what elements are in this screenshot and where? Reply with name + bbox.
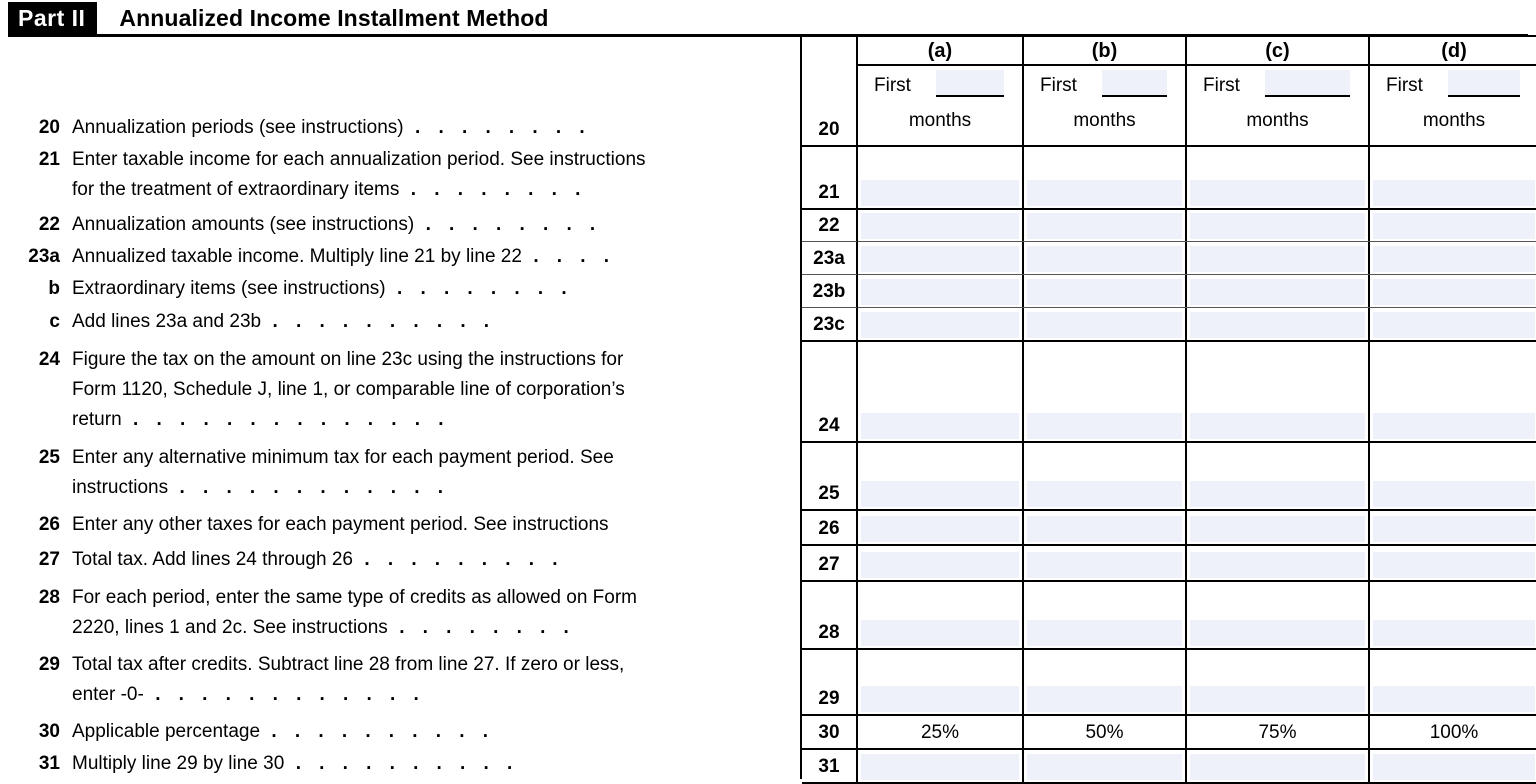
amount-input-29-c[interactable] bbox=[1190, 686, 1365, 712]
grid-line-number-label: 29 bbox=[818, 688, 840, 709]
grid-line-number-21 bbox=[802, 147, 858, 210]
part-header-bar bbox=[8, 2, 1528, 37]
dot-leader: . . . . . . . . bbox=[410, 179, 587, 200]
amount-row-23c bbox=[858, 308, 1536, 342]
amount-cell-28-c[interactable] bbox=[1187, 582, 1370, 648]
dot-leader: . . . . bbox=[533, 246, 616, 267]
amount-cell-23b-a[interactable] bbox=[858, 275, 1024, 307]
dot-leader: . . . . . . . . bbox=[415, 117, 592, 138]
grid-line-number-27 bbox=[802, 546, 858, 582]
form-line-26 bbox=[0, 510, 800, 540]
amount-value-30-c: 75% bbox=[1258, 722, 1297, 743]
amount-cell-24-a[interactable] bbox=[858, 342, 1024, 441]
amount-cell-23b-c[interactable] bbox=[1187, 275, 1370, 307]
first-label: First bbox=[1203, 75, 1240, 96]
grid-line-number-label: 24 bbox=[818, 415, 840, 436]
months-input-3[interactable] bbox=[1448, 70, 1520, 97]
line-description-22 bbox=[72, 210, 800, 240]
grid-line-number-22 bbox=[802, 210, 858, 242]
amount-cell-24-d[interactable] bbox=[1370, 342, 1536, 441]
amount-cell-31-b[interactable] bbox=[1024, 750, 1187, 782]
amount-cell-23b-d[interactable] bbox=[1370, 275, 1536, 307]
amount-value-30-a: 25% bbox=[920, 722, 960, 743]
description-text: Figure the tax on the amount on line 23c using the instructions for bbox=[72, 349, 624, 370]
amount-input-22-b[interactable] bbox=[1027, 213, 1182, 239]
amount-input-24-b[interactable] bbox=[1027, 413, 1182, 439]
amount-cell-27-c[interactable] bbox=[1187, 546, 1370, 580]
line-number-23c: c bbox=[49, 311, 60, 332]
line-descriptions-column bbox=[0, 35, 800, 779]
amount-cell-31-c[interactable] bbox=[1187, 750, 1370, 782]
amount-cell-29-a[interactable] bbox=[858, 650, 1024, 714]
amount-cell-31-d[interactable] bbox=[1370, 750, 1536, 782]
description-text: Applicable percentage bbox=[72, 721, 261, 742]
amount-cell-30-d[interactable] bbox=[1370, 716, 1536, 748]
description-text: return bbox=[72, 409, 122, 430]
form-line-30 bbox=[0, 717, 800, 747]
column-header-a bbox=[858, 37, 1024, 147]
amount-cell-26-a[interactable] bbox=[858, 511, 1024, 544]
line-number-27: 27 bbox=[38, 549, 60, 570]
amounts-grid bbox=[800, 35, 1536, 779]
amount-input-26-d[interactable] bbox=[1373, 516, 1535, 542]
annualization-period-entry-0[interactable] bbox=[858, 66, 1022, 106]
column-letter: (a) bbox=[858, 37, 1022, 66]
form-line-20 bbox=[0, 113, 800, 143]
amount-cell-30-b[interactable] bbox=[1024, 716, 1187, 748]
form-body bbox=[0, 35, 1536, 779]
grid-line-number-25 bbox=[802, 443, 858, 511]
amount-input-23b-c[interactable] bbox=[1190, 279, 1365, 305]
months-unit-label: months bbox=[1073, 110, 1136, 131]
amount-input-23b-d[interactable] bbox=[1373, 279, 1535, 305]
form-line-28 bbox=[0, 583, 800, 643]
description-text: Add lines 23a and 23b bbox=[72, 311, 262, 332]
amount-row-23a bbox=[858, 242, 1536, 275]
grid-line-number-24 bbox=[802, 342, 858, 443]
line-number-26: 26 bbox=[38, 514, 60, 535]
amount-input-31-b[interactable] bbox=[1027, 754, 1182, 780]
form-line-21 bbox=[0, 145, 800, 205]
amount-input-26-c[interactable] bbox=[1190, 516, 1365, 542]
column-header-c bbox=[1187, 37, 1370, 147]
amount-row-27 bbox=[858, 546, 1536, 582]
line-number-25: 25 bbox=[38, 447, 60, 468]
part-number-badge: Part II bbox=[8, 2, 97, 34]
amount-input-25-d[interactable] bbox=[1373, 481, 1535, 507]
amount-cell-23a-d[interactable] bbox=[1370, 242, 1536, 274]
amount-input-29-b[interactable] bbox=[1027, 686, 1182, 712]
amount-input-28-d[interactable] bbox=[1373, 620, 1535, 646]
grid-line-number-28 bbox=[802, 582, 858, 650]
column-headers-row bbox=[858, 37, 1536, 147]
amount-cell-26-c[interactable] bbox=[1187, 511, 1370, 544]
line-description-25 bbox=[72, 443, 800, 503]
amount-cell-23c-a[interactable] bbox=[858, 308, 1024, 340]
amount-row-28 bbox=[858, 582, 1536, 650]
amount-input-28-c[interactable] bbox=[1190, 620, 1365, 646]
description-text: Multiply line 29 by line 30 bbox=[72, 753, 285, 774]
amount-input-22-a[interactable] bbox=[861, 213, 1019, 239]
grid-line-number-26 bbox=[802, 511, 858, 546]
months-unit-label: months bbox=[908, 110, 972, 131]
dot-leader: . . . . . . . . . bbox=[364, 549, 564, 570]
dot-leader: . . . . . . . . . . . . bbox=[179, 477, 450, 498]
amount-cell-28-b[interactable] bbox=[1024, 582, 1187, 648]
amount-input-23a-a[interactable] bbox=[861, 246, 1019, 272]
amount-cell-23a-b[interactable] bbox=[1024, 242, 1187, 274]
dot-leader: . . . . . . . . . . bbox=[272, 311, 496, 332]
amount-cell-23a-c[interactable] bbox=[1187, 242, 1370, 274]
amount-input-27-c[interactable] bbox=[1190, 552, 1365, 578]
line-number-21: 21 bbox=[38, 149, 60, 170]
amount-input-23b-a[interactable] bbox=[861, 279, 1019, 305]
dot-leader: . . . . . . . . bbox=[399, 617, 576, 638]
amount-cell-21-b[interactable] bbox=[1024, 147, 1187, 208]
amount-input-26-a[interactable] bbox=[861, 516, 1019, 542]
grid-line-number-20 bbox=[802, 37, 858, 147]
description-text: Extraordinary items (see instructions) bbox=[72, 278, 386, 299]
amount-input-23c-c[interactable] bbox=[1190, 312, 1365, 338]
line-number-31: 31 bbox=[38, 753, 60, 774]
months-unit-label: months bbox=[1246, 110, 1309, 131]
amount-cell-23c-b[interactable] bbox=[1024, 308, 1187, 340]
amount-cell-31-a[interactable] bbox=[858, 750, 1024, 782]
description-text: Enter any other taxes for each payment period. See instructions bbox=[72, 514, 609, 535]
form-line-23c bbox=[0, 307, 800, 337]
amount-cell-22-c[interactable] bbox=[1187, 210, 1370, 241]
form-line-31 bbox=[0, 749, 800, 779]
column-letter: (d) bbox=[1370, 37, 1536, 66]
column-header-d bbox=[1370, 37, 1536, 147]
grid-line-number-23b bbox=[802, 275, 858, 308]
months-input-0[interactable] bbox=[936, 70, 1004, 97]
line-number-28: 28 bbox=[38, 587, 60, 608]
amount-row-23b bbox=[858, 275, 1536, 308]
amount-cell-27-d[interactable] bbox=[1370, 546, 1536, 580]
description-text: Annualization amounts (see instructions) bbox=[72, 214, 415, 235]
line-description-26 bbox=[72, 510, 800, 540]
amount-input-23c-d[interactable] bbox=[1373, 312, 1535, 338]
amount-input-23b-b[interactable] bbox=[1027, 279, 1182, 305]
line-description-23a bbox=[72, 242, 800, 272]
description-text: 2220, lines 1 and 2c. See instructions bbox=[72, 617, 388, 638]
amount-input-28-a[interactable] bbox=[861, 620, 1019, 646]
grid-line-number-label: 28 bbox=[818, 622, 840, 643]
form-line-25 bbox=[0, 443, 800, 503]
grid-line-number-29 bbox=[802, 650, 858, 716]
line-number-23b: b bbox=[48, 278, 60, 299]
description-text: For each period, enter the same type of credits as allowed on Form bbox=[72, 587, 637, 608]
grid-line-number-label: 25 bbox=[818, 483, 840, 504]
grid-line-number-30 bbox=[802, 716, 858, 750]
line-description-23c bbox=[72, 307, 800, 337]
grid-line-number-label: 23a bbox=[813, 248, 845, 269]
months-input-1[interactable] bbox=[1102, 70, 1167, 97]
annualization-period-entry-1[interactable] bbox=[1024, 66, 1185, 106]
amount-input-21-a[interactable] bbox=[861, 180, 1019, 206]
part-title: Annualized Income Installment Method bbox=[119, 4, 549, 31]
amount-row-29 bbox=[858, 650, 1536, 716]
amount-cell-27-b[interactable] bbox=[1024, 546, 1187, 580]
line-description-31 bbox=[72, 749, 800, 779]
description-text: Annualized taxable income. Multiply line 21 by line 22 bbox=[72, 246, 522, 267]
form-line-24 bbox=[0, 345, 800, 435]
amount-cell-25-b[interactable] bbox=[1024, 443, 1187, 509]
amount-cell-21-c[interactable] bbox=[1187, 147, 1370, 208]
grid-line-number-label: 22 bbox=[818, 215, 840, 236]
amount-input-27-a[interactable] bbox=[861, 552, 1019, 578]
amount-input-25-b[interactable] bbox=[1027, 481, 1182, 507]
line-description-29 bbox=[72, 650, 800, 710]
description-text: Annualization periods (see instructions) bbox=[72, 117, 404, 138]
grid-line-number-label: 21 bbox=[818, 182, 840, 203]
line-number-29: 29 bbox=[38, 654, 60, 675]
first-label: First bbox=[1386, 75, 1423, 96]
amount-cell-23c-d[interactable] bbox=[1370, 308, 1536, 340]
line-description-21 bbox=[72, 145, 800, 205]
months-unit-label: months bbox=[1422, 110, 1486, 131]
dot-leader: . . . . . . . . . . bbox=[295, 753, 519, 774]
amount-cell-25-d[interactable] bbox=[1370, 443, 1536, 509]
form-line-22 bbox=[0, 210, 800, 240]
amount-input-31-d[interactable] bbox=[1373, 754, 1535, 780]
amount-input-27-b[interactable] bbox=[1027, 552, 1182, 578]
grid-line-number-label: 20 bbox=[818, 119, 840, 140]
amount-cell-27-a[interactable] bbox=[858, 546, 1024, 580]
amount-input-26-b[interactable] bbox=[1027, 516, 1182, 542]
description-text: Total tax after credits. Subtract line 28 from line 27. If zero or less, bbox=[72, 654, 625, 675]
amount-value-30-d: 100% bbox=[1429, 722, 1479, 743]
amount-input-22-d[interactable] bbox=[1373, 213, 1535, 239]
first-label: First bbox=[1040, 75, 1077, 96]
column-letter: (c) bbox=[1187, 37, 1368, 66]
amount-input-23a-c[interactable] bbox=[1190, 246, 1365, 272]
amount-cell-28-d[interactable] bbox=[1370, 582, 1536, 648]
amount-input-25-a[interactable] bbox=[861, 481, 1019, 507]
amount-input-25-c[interactable] bbox=[1190, 481, 1365, 507]
amount-cell-29-c[interactable] bbox=[1187, 650, 1370, 714]
grid-line-number-label: 31 bbox=[818, 756, 840, 777]
amount-cell-29-d[interactable] bbox=[1370, 650, 1536, 714]
annualization-period-entry-2[interactable] bbox=[1187, 66, 1368, 106]
amount-input-24-d[interactable] bbox=[1373, 413, 1535, 439]
form-line-23a bbox=[0, 242, 800, 272]
amount-cell-24-c[interactable] bbox=[1187, 342, 1370, 441]
amount-input-29-a[interactable] bbox=[861, 686, 1019, 712]
amount-input-22-c[interactable] bbox=[1190, 213, 1365, 239]
line-description-24 bbox=[72, 345, 800, 435]
amount-row-21 bbox=[858, 147, 1536, 210]
amount-row-24 bbox=[858, 342, 1536, 443]
grid-line-number-label: 23b bbox=[812, 281, 846, 302]
form-line-27 bbox=[0, 545, 800, 575]
amount-cell-29-b[interactable] bbox=[1024, 650, 1187, 714]
line-number-30: 30 bbox=[38, 721, 60, 742]
line-description-30 bbox=[72, 717, 800, 747]
months-input-2[interactable] bbox=[1265, 70, 1350, 97]
description-text: Enter any alternative minimum tax for each payment period. See bbox=[72, 447, 614, 468]
amount-input-21-c[interactable] bbox=[1190, 180, 1365, 206]
amount-input-21-d[interactable] bbox=[1373, 180, 1535, 206]
amount-input-24-c[interactable] bbox=[1190, 413, 1365, 439]
line-number-24: 24 bbox=[38, 349, 60, 370]
dot-leader: . . . . . . . . . . . . . . bbox=[133, 409, 450, 430]
amount-cell-26-d[interactable] bbox=[1370, 511, 1536, 544]
amount-cell-21-d[interactable] bbox=[1370, 147, 1536, 208]
amount-row-25 bbox=[858, 443, 1536, 511]
amount-value-30-b: 50% bbox=[1085, 722, 1124, 743]
line-number-22: 22 bbox=[38, 214, 60, 235]
amount-cell-24-b[interactable] bbox=[1024, 342, 1187, 441]
amount-input-24-a[interactable] bbox=[861, 413, 1019, 439]
amount-row-26 bbox=[858, 511, 1536, 546]
amount-input-23a-d[interactable] bbox=[1373, 246, 1535, 272]
description-text: instructions bbox=[72, 477, 169, 498]
line-number-20: 20 bbox=[38, 117, 60, 138]
amount-cell-26-b[interactable] bbox=[1024, 511, 1187, 544]
amount-cell-28-a[interactable] bbox=[858, 582, 1024, 648]
dot-leader: . . . . . . . . . . bbox=[271, 721, 495, 742]
amount-cell-25-a[interactable] bbox=[858, 443, 1024, 509]
amount-cell-22-b[interactable] bbox=[1024, 210, 1187, 241]
amount-row-22 bbox=[858, 210, 1536, 242]
grid-line-number-23a bbox=[802, 242, 858, 275]
line-description-28 bbox=[72, 583, 800, 643]
amount-input-21-b[interactable] bbox=[1027, 180, 1182, 206]
grid-line-number-label: 26 bbox=[818, 518, 840, 539]
dot-leader: . . . . . . . . . . . . bbox=[155, 684, 426, 705]
amount-cell-30-a[interactable] bbox=[858, 716, 1024, 748]
description-text: Total tax. Add lines 24 through 26 bbox=[72, 549, 353, 570]
line-description-23b bbox=[72, 274, 800, 304]
amount-input-23c-b[interactable] bbox=[1027, 312, 1182, 338]
amount-cell-25-c[interactable] bbox=[1187, 443, 1370, 509]
form-line-23b bbox=[0, 274, 800, 304]
amount-input-29-d[interactable] bbox=[1373, 686, 1535, 712]
grid-line-number-label: 23c bbox=[813, 314, 845, 335]
amount-cell-23b-b[interactable] bbox=[1024, 275, 1187, 307]
amount-cell-21-a[interactable] bbox=[858, 147, 1024, 208]
grid-line-number-label: 30 bbox=[818, 722, 840, 743]
grid-line-number-23c bbox=[802, 308, 858, 342]
amount-input-27-d[interactable] bbox=[1373, 552, 1535, 578]
description-text: for the treatment of extraordinary items bbox=[72, 179, 400, 200]
amount-input-23c-a[interactable] bbox=[861, 312, 1019, 338]
column-header-b bbox=[1024, 37, 1187, 147]
first-label: First bbox=[874, 75, 911, 96]
amount-cell-30-c[interactable] bbox=[1187, 716, 1370, 748]
amount-row-30 bbox=[858, 716, 1536, 750]
dot-leader: . . . . . . . . bbox=[397, 278, 574, 299]
line-description-20 bbox=[72, 113, 800, 143]
form-line-29 bbox=[0, 650, 800, 710]
line-description-27 bbox=[72, 545, 800, 575]
amount-input-31-c[interactable] bbox=[1190, 754, 1365, 780]
amount-cell-22-d[interactable] bbox=[1370, 210, 1536, 241]
amount-cell-23a-a[interactable] bbox=[858, 242, 1024, 274]
description-text: Form 1120, Schedule J, line 1, or comparable line of corporation’s bbox=[72, 379, 625, 400]
amount-input-31-a[interactable] bbox=[861, 754, 1019, 780]
line-number-23a: 23a bbox=[28, 246, 60, 267]
amount-input-23a-b[interactable] bbox=[1027, 246, 1182, 272]
column-letter: (b) bbox=[1024, 37, 1185, 66]
grid-line-number-label: 27 bbox=[818, 554, 840, 575]
amount-cell-23c-c[interactable] bbox=[1187, 308, 1370, 340]
dot-leader: . . . . . . . . bbox=[425, 214, 602, 235]
description-text: Enter taxable income for each annualization period. See instructions bbox=[72, 149, 646, 170]
description-text: enter -0- bbox=[72, 684, 144, 705]
amount-cell-22-a[interactable] bbox=[858, 210, 1024, 241]
annualization-period-entry-3[interactable] bbox=[1370, 66, 1536, 106]
amount-input-28-b[interactable] bbox=[1027, 620, 1182, 646]
